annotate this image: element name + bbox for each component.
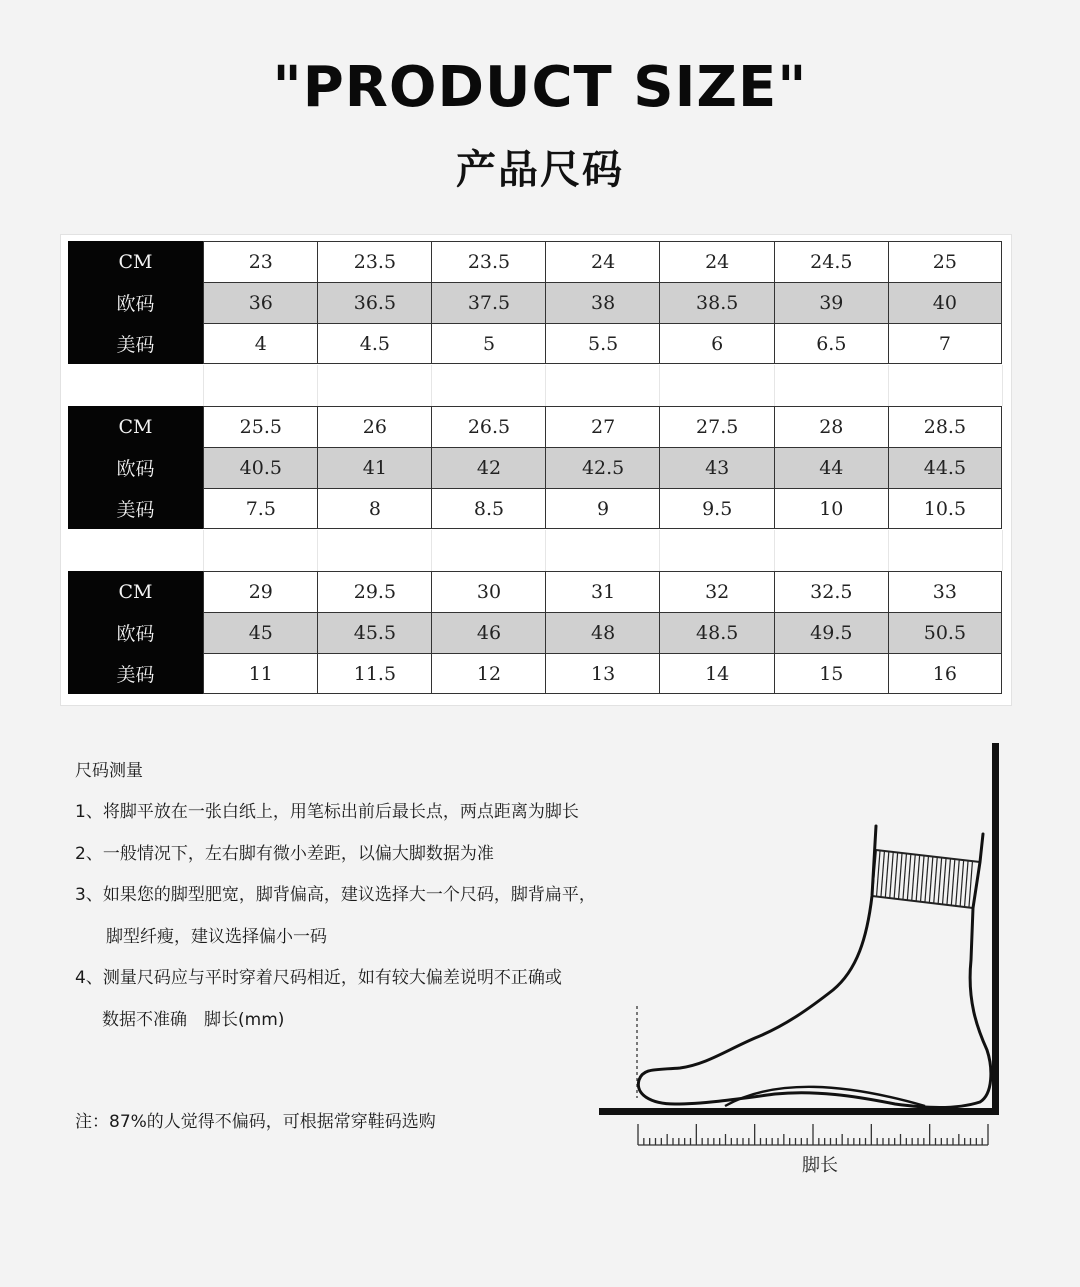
size-cell: 26 — [317, 406, 432, 447]
size-cell: 48 — [545, 612, 660, 653]
size-cell: 40.5 — [203, 447, 318, 488]
measurement-step-4-cont: 数据不准确 脚长(mm) — [102, 1010, 285, 1030]
row-label: CM — [68, 241, 203, 282]
size-cell: 14 — [659, 653, 774, 694]
foot-outline — [638, 826, 991, 1108]
cm-row — [68, 241, 1002, 282]
size-cell: 26.5 — [431, 406, 546, 447]
size-cell: 13 — [545, 653, 660, 694]
size-cell: 4.5 — [317, 323, 432, 364]
measurement-step-2: 2、一般情况下，左右脚有微小差距，以偏大脚数据为准 — [75, 844, 494, 864]
size-cell: 37.5 — [431, 282, 546, 323]
size-cell: 50.5 — [888, 612, 1003, 653]
size-cell: 27.5 — [659, 406, 774, 447]
size-cell: 23 — [203, 241, 318, 282]
size-cell: 11.5 — [317, 653, 432, 694]
size-cell: 29.5 — [317, 571, 432, 612]
floor-line — [599, 1108, 999, 1115]
size-cell: 10.5 — [888, 488, 1003, 529]
size-cell: 24 — [545, 241, 660, 282]
row-label: CM — [68, 406, 203, 447]
size-cell: 6 — [659, 323, 774, 364]
size-cell: 5 — [431, 323, 546, 364]
size-cell: 9.5 — [659, 488, 774, 529]
size-cell: 44.5 — [888, 447, 1003, 488]
measurement-step-1: 1、将脚平放在一张白纸上，用笔标出前后最长点，两点距离为脚长 — [75, 802, 579, 822]
size-cell: 28 — [774, 406, 889, 447]
size-cell: 49.5 — [774, 612, 889, 653]
eu-row — [68, 447, 1002, 488]
row-label: 美码 — [68, 488, 203, 529]
size-cell: 38.5 — [659, 282, 774, 323]
row-label: 美码 — [68, 653, 203, 694]
sizing-note: 注：87%的人觉得不偏码，可根据常穿鞋码选购 — [75, 1112, 436, 1132]
size-chart-table — [60, 234, 1012, 706]
us-row — [68, 323, 1002, 364]
size-cell: 8.5 — [431, 488, 546, 529]
size-cell: 16 — [888, 653, 1003, 694]
size-cell: 9 — [545, 488, 660, 529]
page-title: "PRODUCT SIZE" — [272, 55, 808, 120]
size-cell: 36 — [203, 282, 318, 323]
size-cell: 15 — [774, 653, 889, 694]
measurement-step-3: 3、如果您的脚型肥宽，脚背偏高，建议选择大一个尺码，脚背扁平， — [75, 885, 596, 905]
size-cell: 8 — [317, 488, 432, 529]
size-cell: 40 — [888, 282, 1003, 323]
size-cell: 44 — [774, 447, 889, 488]
cm-row — [68, 571, 1002, 612]
size-cell: 42 — [431, 447, 546, 488]
measurement-step-3-cont: 脚型纤瘦，建议选择偏小一码 — [106, 927, 327, 947]
size-cell: 10 — [774, 488, 889, 529]
size-cell: 42.5 — [545, 447, 660, 488]
size-cell: 23.5 — [317, 241, 432, 282]
foot-length-diagram — [595, 738, 1015, 1188]
block-spacer — [68, 365, 1002, 406]
size-cell: 24.5 — [774, 241, 889, 282]
ruler — [638, 1124, 988, 1145]
page-subtitle: 产品尺码 — [456, 147, 624, 193]
block-spacer — [68, 530, 1002, 571]
size-cell: 24 — [659, 241, 774, 282]
size-cell: 39 — [774, 282, 889, 323]
size-cell: 43 — [659, 447, 774, 488]
size-cell: 29 — [203, 571, 318, 612]
size-cell: 41 — [317, 447, 432, 488]
eu-row — [68, 282, 1002, 323]
size-cell: 36.5 — [317, 282, 432, 323]
foot-length-label: 脚长 — [802, 1155, 838, 1176]
wall-line — [992, 743, 999, 1115]
size-cell: 12 — [431, 653, 546, 694]
size-cell: 28.5 — [888, 406, 1003, 447]
us-row — [68, 653, 1002, 694]
row-label: 美码 — [68, 323, 203, 364]
size-cell: 7 — [888, 323, 1003, 364]
size-cell: 27 — [545, 406, 660, 447]
row-label: 欧码 — [68, 612, 203, 653]
size-cell: 33 — [888, 571, 1003, 612]
cm-row — [68, 406, 1002, 447]
measurement-step-4: 4、测量尺码应与平时穿着尺码相近，如有较大偏差说明不正确或 — [75, 968, 562, 988]
size-cell: 38 — [545, 282, 660, 323]
row-label: 欧码 — [68, 447, 203, 488]
size-cell: 46 — [431, 612, 546, 653]
size-cell: 11 — [203, 653, 318, 694]
size-cell: 25 — [888, 241, 1003, 282]
size-cell: 48.5 — [659, 612, 774, 653]
size-cell: 32 — [659, 571, 774, 612]
sock-band — [872, 850, 980, 908]
size-cell: 30 — [431, 571, 546, 612]
size-cell: 6.5 — [774, 323, 889, 364]
size-cell: 5.5 — [545, 323, 660, 364]
size-cell: 32.5 — [774, 571, 889, 612]
size-cell: 23.5 — [431, 241, 546, 282]
row-label: CM — [68, 571, 203, 612]
row-label: 欧码 — [68, 282, 203, 323]
us-row — [68, 488, 1002, 529]
size-cell: 31 — [545, 571, 660, 612]
eu-row — [68, 612, 1002, 653]
measurement-heading: 尺码测量 — [75, 761, 143, 781]
size-cell: 7.5 — [203, 488, 318, 529]
size-cell: 45 — [203, 612, 318, 653]
size-cell: 25.5 — [203, 406, 318, 447]
size-cell: 45.5 — [317, 612, 432, 653]
size-cell: 4 — [203, 323, 318, 364]
